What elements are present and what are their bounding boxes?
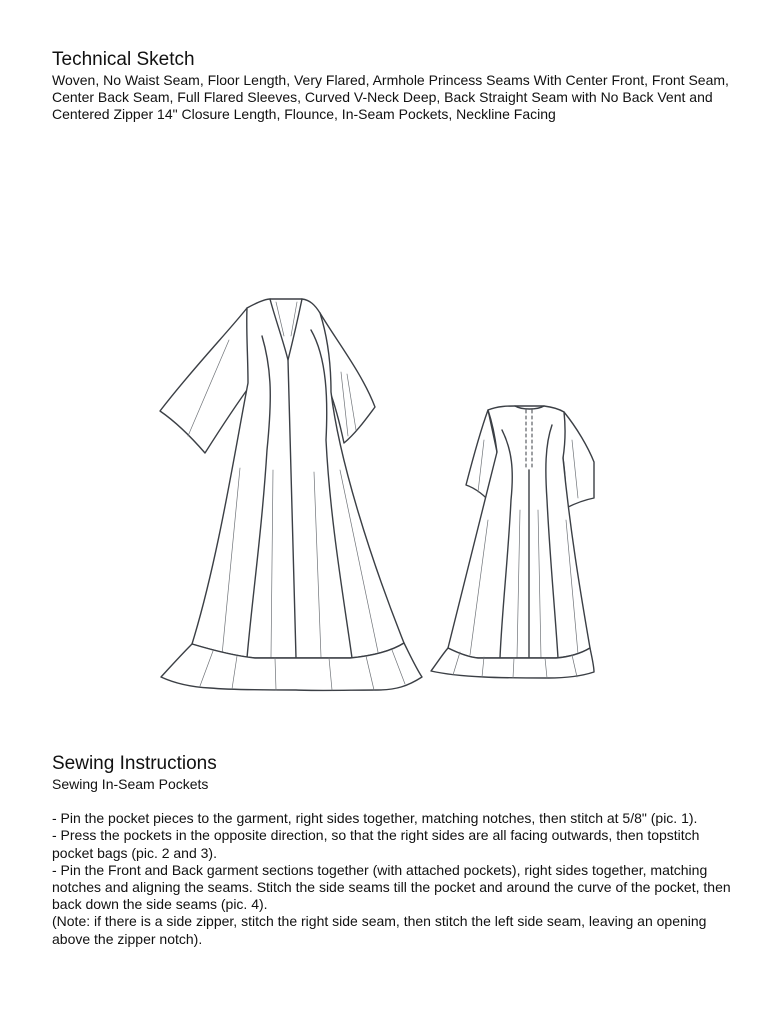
- sewing-instructions-section: [52, 752, 732, 948]
- sewing-instructions-subtitle: Sewing In-Seam Pockets: [52, 776, 209, 792]
- instruction-paragraph: - Pin the Front and Back garment sections together (with attached pockets), right sides together, matching notches and aligning the seams. Stitch the side seams till the pocket and around the curve of the pocket, then back down the side seams (pic. 4).: [52, 861, 731, 913]
- technical-sketch-description: Woven, No Waist Seam, Floor Length, Very Flared, Armhole Princess Seams With Center Front, Front Seam, Center Back Seam, Full Flared Sleeves, Curved V-Neck Deep, Back Straight Seam with No Back Vent and Centered Zipper 14" Closure Length, Flounce, In-Seam Pockets, Neckline Facing: [52, 72, 729, 123]
- instruction-paragraph: - Press the pockets in the opposite direction, so that the right sides are all facing outwards, then topstitch pocket bags (pic. 2 and 3).: [52, 827, 700, 861]
- sewing-instructions-list: [52, 810, 732, 948]
- front-left-sleeve: [160, 308, 252, 453]
- technical-sketch-title: Technical Sketch: [52, 49, 195, 70]
- technical-sketch-section: [52, 48, 732, 124]
- front-view-dress-sketch: [150, 292, 435, 697]
- instruction-paragraph: (Note: if there is a side zipper, stitch the right side seam, then stitch the left side seam, leaving an opening above the zipper notch).: [52, 913, 707, 947]
- back-view-dress-sketch: [425, 400, 600, 705]
- back-right-sleeve: [563, 412, 594, 508]
- sewing-instructions-title: Sewing Instructions: [52, 753, 217, 774]
- instruction-paragraph: - Pin the pocket pieces to the garment, right sides together, matching notches, then stitch at 5/8" (pic. 1).: [52, 810, 698, 827]
